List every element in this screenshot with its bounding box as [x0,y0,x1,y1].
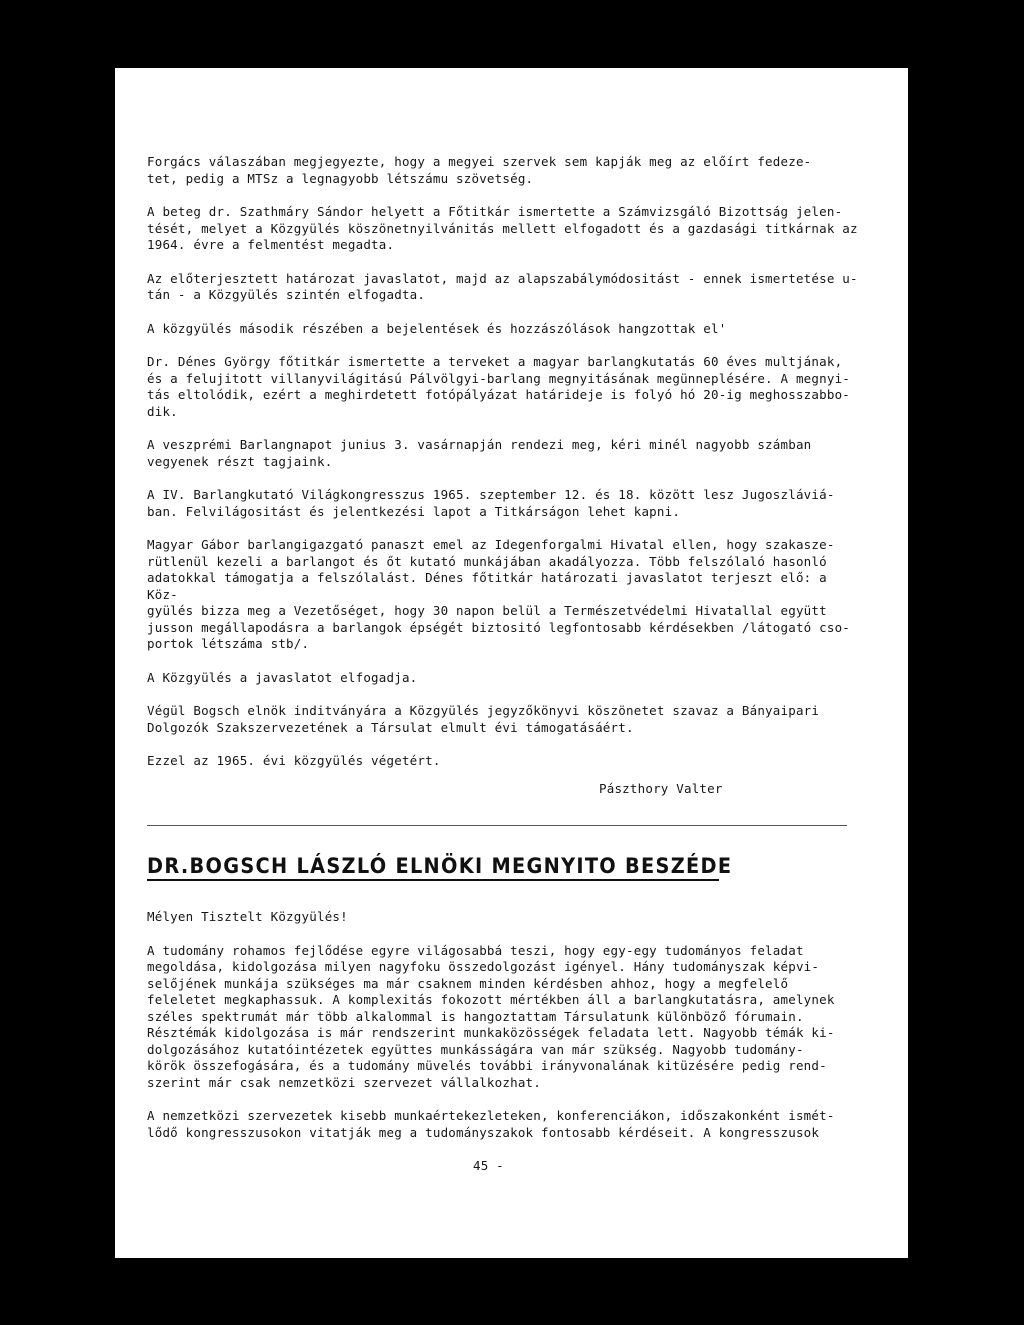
paragraph-forgacs: Forgács válaszában megjegyezte, hogy a megyei szervek sem kapják meg az előírt fedeze- tet, pedig a MTSz a legnagyobb létszámu szövetség. [147,154,812,186]
paragraph-hatarozat: Az előterjesztett határozat javaslatot, majd az alapszabálymódositást - ennek ismertetése u- tán - a Közgyülés szintén elfogadta. [147,270,858,302]
paragraph-veszpremi: A veszprémi Barlangnapot junius 3. vasárnapján rendezi meg, kéri minél nagyobb számban vegyenek részt tagjaink. [147,437,812,469]
paragraph-denes: Dr. Dénes György főtitkár ismertette a terveket a magyar barlangkutatás 60 éves multjának, és a felujitott villanyvilágitású Pálvölgyi-barlang megnyitásának megünneplésére. A megnyi- tás eltolódik, ezért a meghirdetett fotópályázat határideje is folyó hó 20-ig meghosszabbo- dik. [147,354,851,419]
document-page [115,68,908,1258]
paragraph-szamvizsgalo: A beteg dr. Szathmáry Sándor helyett a Főtitkár ismertette a Számvizsgáló Bizottság jelen- tését, melyet a Közgyülés köszönetnyilvánitás mellett elfogadott és a gazdasági titkárnak az 1964. évre a felmentést megadta. [147,204,858,252]
section-divider [147,825,847,826]
paragraph-bejelentesek: A közgyülés második részében a bejelentések és hozzászólások hangzottak el' [147,320,727,336]
page-number: 45 - [473,1158,504,1173]
paragraph-elfogadja: A Közgyülés a javaslatot elfogadja. [147,669,418,685]
paragraph-nemzetkozi: A nemzetközi szervezetek kisebb munkaértekezleteken, konferenciákon, időszakonként ismét- lődő kongresszusokon vitatják meg a tudományszakok fontosabb kérdéseit. A kongresszusok [147,1108,835,1140]
paragraph-koszonet: Végül Bogsch elnök inditványára a Közgyülés jegyzőkönyvi köszönetet szavaz a Bányaipari Dolgozók Szakszervezetének a Társulat elmult évi támogatásáért. [147,703,820,735]
section-heading: DR.BOGSCH LÁSZLÓ ELNÖKI MEGNYITO BESZÉDE [147,854,733,878]
signature: Pászthory Valter [599,780,723,796]
paragraph-magyar-gabor: Magyar Gábor barlangigazgató panaszt emel az Idegenforgalmi Hivatal ellen, hogy szakasze- rütlenül kezeli a barlangot és őt kutató munkájában akadályozza. Több felszólaló hasonló adatokkal támogatja a felszólalást. Dénes főtitkár határozati javaslatot terjeszt elő: a Köz- gyülés bizza meg a Vezetőséget, hogy 30 napon belül a Természetvédelmi Hivatallal együtt jusson megállapodásra a barlangok épségét biztositó legfontosabb kérdésekben /látogató cso- portok létszáma stb/. [147,537,851,651]
paragraph-vegetert: Ezzel az 1965. évi közgyülés végetért. [147,753,441,768]
paragraph-salutation: Mélyen Tisztelt Közgyülés! [147,909,348,924]
paragraph-tudomany: A tudomány rohamos fejlődése egyre világosabbá teszi, hogy egy-egy tudományos feladat megoldása, kidolgozása milyen nagyfoku összedolgozást igényel. Hány tudományszak képvi- selőjének munkája szükséges ma már csaknem minden kérdésben ahhoz, hogy a megfelelő feleletet megkaphassuk. A komplexitás fokozott mértékben áll a barlangkutatásra, amelynek széles spektrumát már több alkalommal is hangoztattam Társulatunk különböző fórumain. Résztémák kidolgozása is már rendszerint munkaközösségek feladata lett. Nagyobb témák ki- dolgozásához kutatóintézetek együttes munkásságára van már szükség. Nagyobb tudomány- körök összefogására, és a tudomány müvelés további irányvonalának kitüzésére pedig rend- szerint már csak nemzetközi szervezet vállalkozhat. [147,942,835,1090]
paragraph-vilagkongresszus: A IV. Barlangkutató Világkongresszus 1965. szeptember 12. és 18. között lesz Jugoszláviá- ban. Felvilágositást és jelentkezési lapot a Titkárságon lehet kapni. [147,487,835,519]
